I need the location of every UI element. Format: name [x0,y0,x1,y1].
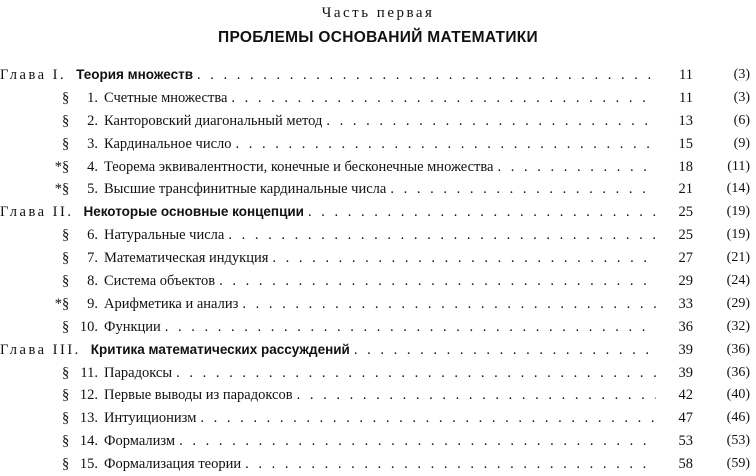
dot-leader [165,316,656,339]
toc-entry [0,224,656,247]
original-page-number: (24) [726,273,750,289]
page-number: 15 [678,135,693,152]
section-mark: § [62,433,70,450]
original-page-number: (36) [726,364,750,380]
chapter-label: Глава I. [0,67,67,83]
dot-leader [245,453,656,476]
section-number: 1. [87,89,98,106]
toc-entry-lead [0,110,322,133]
toc-chapter-row [0,339,756,362]
toc-entry-lead [0,384,293,407]
toc-entry-lead [0,407,196,430]
toc-entry-lead [0,178,386,201]
dot-leader [200,407,656,430]
page-number: 39 [678,341,693,358]
section-star: * [54,295,62,312]
page-number: 39 [678,364,693,381]
dot-leader [326,110,656,133]
section-mark: § [62,318,70,335]
toc-entry [0,156,656,179]
section-title: Интуиционизм [104,410,197,427]
dot-leader [308,201,656,224]
section-star: * [54,158,62,175]
dot-leader [197,64,656,87]
page-number: 29 [678,273,693,290]
section-title: Высшие трансфинитные кардинальные числа [104,181,387,198]
toc-section-row [0,293,756,316]
toc-entry [0,64,656,87]
section-mark: § [62,227,70,244]
original-page-number: (3) [733,89,750,105]
section-title: Натуральные числа [104,227,225,244]
original-page-number: (21) [726,250,750,266]
dot-leader [272,247,656,270]
toc-entry [0,87,656,110]
page-number: 21 [678,181,693,198]
section-mark: § [62,273,70,290]
toc-chapter-row [0,201,756,224]
toc-section-row [0,178,756,201]
original-page-number: (9) [733,135,750,151]
toc-entry [0,362,656,385]
toc-entry-lead [0,224,224,247]
page-number: 42 [678,387,693,404]
toc-entry-lead [0,339,350,362]
toc-entry [0,133,656,156]
dot-leader [228,224,656,247]
page-number: 36 [678,318,693,335]
toc-entry-lead [0,247,268,270]
part-title: ПРОБЛЕМЫ ОСНОВАНИЙ МАТЕМАТИКИ [218,29,538,46]
section-mark: § [62,135,70,152]
toc-entry-lead [0,87,227,110]
section-mark: § [62,456,70,473]
dot-leader [219,270,656,293]
section-mark: § [62,364,70,381]
toc-section-row [0,247,756,270]
dot-leader [231,87,656,110]
toc-section-row [0,156,756,179]
section-title: Система объектов [104,273,216,290]
original-page-number: (6) [733,112,750,128]
toc-entry [0,453,656,476]
chapter-title: Критика математических рассуждений [90,341,350,357]
toc-section-row [0,362,756,385]
toc-entry [0,407,656,430]
toc-chapter-row [0,64,756,87]
page-number: 53 [678,433,693,450]
section-title: Математическая индукция [104,250,269,267]
section-title: Теорема эквивалентности, конечные и бесконечные множества [104,158,494,175]
toc-entry [0,110,656,133]
section-title: Формализм [104,433,176,450]
page-number: 25 [678,227,693,244]
chapter-title: Некоторые основные концепции [83,204,304,220]
section-title: Счетные множества [104,89,228,106]
dot-leader [354,339,656,362]
section-star: * [54,181,62,198]
dot-leader [176,362,656,385]
chapter-label: Глава II. [0,204,74,221]
section-mark: § [62,89,70,106]
toc-section-row [0,87,756,110]
toc-entry [0,339,656,362]
dot-leader [297,384,656,407]
toc-entry-lead [0,293,238,316]
section-number: 3. [87,135,98,152]
original-page-number: (29) [726,295,750,311]
section-title: Арифметика и анализ [104,295,239,312]
page-number: 13 [678,112,693,129]
section-title: Кардинальное число [104,135,232,152]
page-number: 25 [678,204,693,221]
toc-entry-lead [0,453,241,476]
dot-leader [242,293,656,316]
toc-section-row [0,316,756,339]
toc-entry [0,247,656,270]
toc-section-row [0,133,756,156]
page-number: 47 [678,410,693,427]
table-of-contents [0,64,756,476]
toc-entry-lead [0,133,232,156]
original-page-number: (59) [726,456,750,472]
original-page-number: (40) [726,387,750,403]
original-page-number: (11) [727,158,750,174]
toc-section-row [0,110,756,133]
original-page-number: (14) [726,181,750,197]
section-title: Функции [104,318,161,335]
page-number: 11 [679,67,693,83]
section-number: 11. [80,364,98,381]
toc-section-row [0,407,756,430]
section-number: 8. [87,273,98,290]
section-number: 7. [87,250,98,267]
page-number: 18 [678,158,693,175]
original-page-number: (46) [726,410,750,426]
section-title: Парадоксы [104,364,173,381]
toc-section-row [0,384,756,407]
toc-entry-lead [0,64,193,87]
section-title: Формализация теории [104,456,242,473]
section-number: 14. [79,433,98,450]
section-mark: § [62,112,70,129]
original-page-number: (32) [726,318,750,334]
dot-leader [390,178,656,201]
toc-entry [0,201,656,224]
toc-entry [0,384,656,407]
toc-entry [0,178,656,201]
section-number: 10. [79,318,98,335]
chapter-title: Теория множеств [76,67,193,82]
section-title: Первые выводы из парадоксов [104,387,293,404]
section-title: Канторовский диагональный метод [104,112,323,129]
section-mark: § [62,181,70,198]
original-page-number: (19) [726,227,750,243]
section-number: 5. [87,181,98,198]
chapter-label: Глава III. [0,341,81,358]
original-page-number: (36) [726,341,750,357]
original-page-number: (53) [726,433,750,449]
original-page-number: (3) [733,67,750,82]
section-number: 12. [79,387,98,404]
toc-entry-lead [0,201,304,224]
toc-entry [0,316,656,339]
toc-entry [0,293,656,316]
toc-section-row [0,224,756,247]
section-mark: § [62,250,70,267]
dot-leader [236,133,656,156]
page-number: 58 [678,456,693,473]
section-number: 6. [87,227,98,244]
section-number: 4. [87,158,98,175]
section-mark: § [62,158,70,175]
toc-section-row [0,270,756,293]
toc-entry [0,270,656,293]
toc-entry-lead [0,156,493,179]
toc-section-row [0,453,756,476]
section-number: 13. [79,410,98,427]
page-number: 27 [678,250,693,267]
toc-entry-lead [0,362,172,385]
section-number: 15. [79,456,98,473]
page-number: 33 [678,295,693,312]
part-label: Часть первая [321,5,435,21]
section-number: 9. [87,295,98,312]
section-number: 2. [87,112,98,129]
page-number: 11 [679,89,693,106]
toc-entry-lead [0,270,215,293]
toc-entry-lead [0,316,161,339]
original-page-number: (19) [726,204,750,220]
section-mark: § [62,387,70,404]
section-mark: § [62,295,70,312]
dot-leader [497,156,656,179]
section-mark: § [62,410,70,427]
